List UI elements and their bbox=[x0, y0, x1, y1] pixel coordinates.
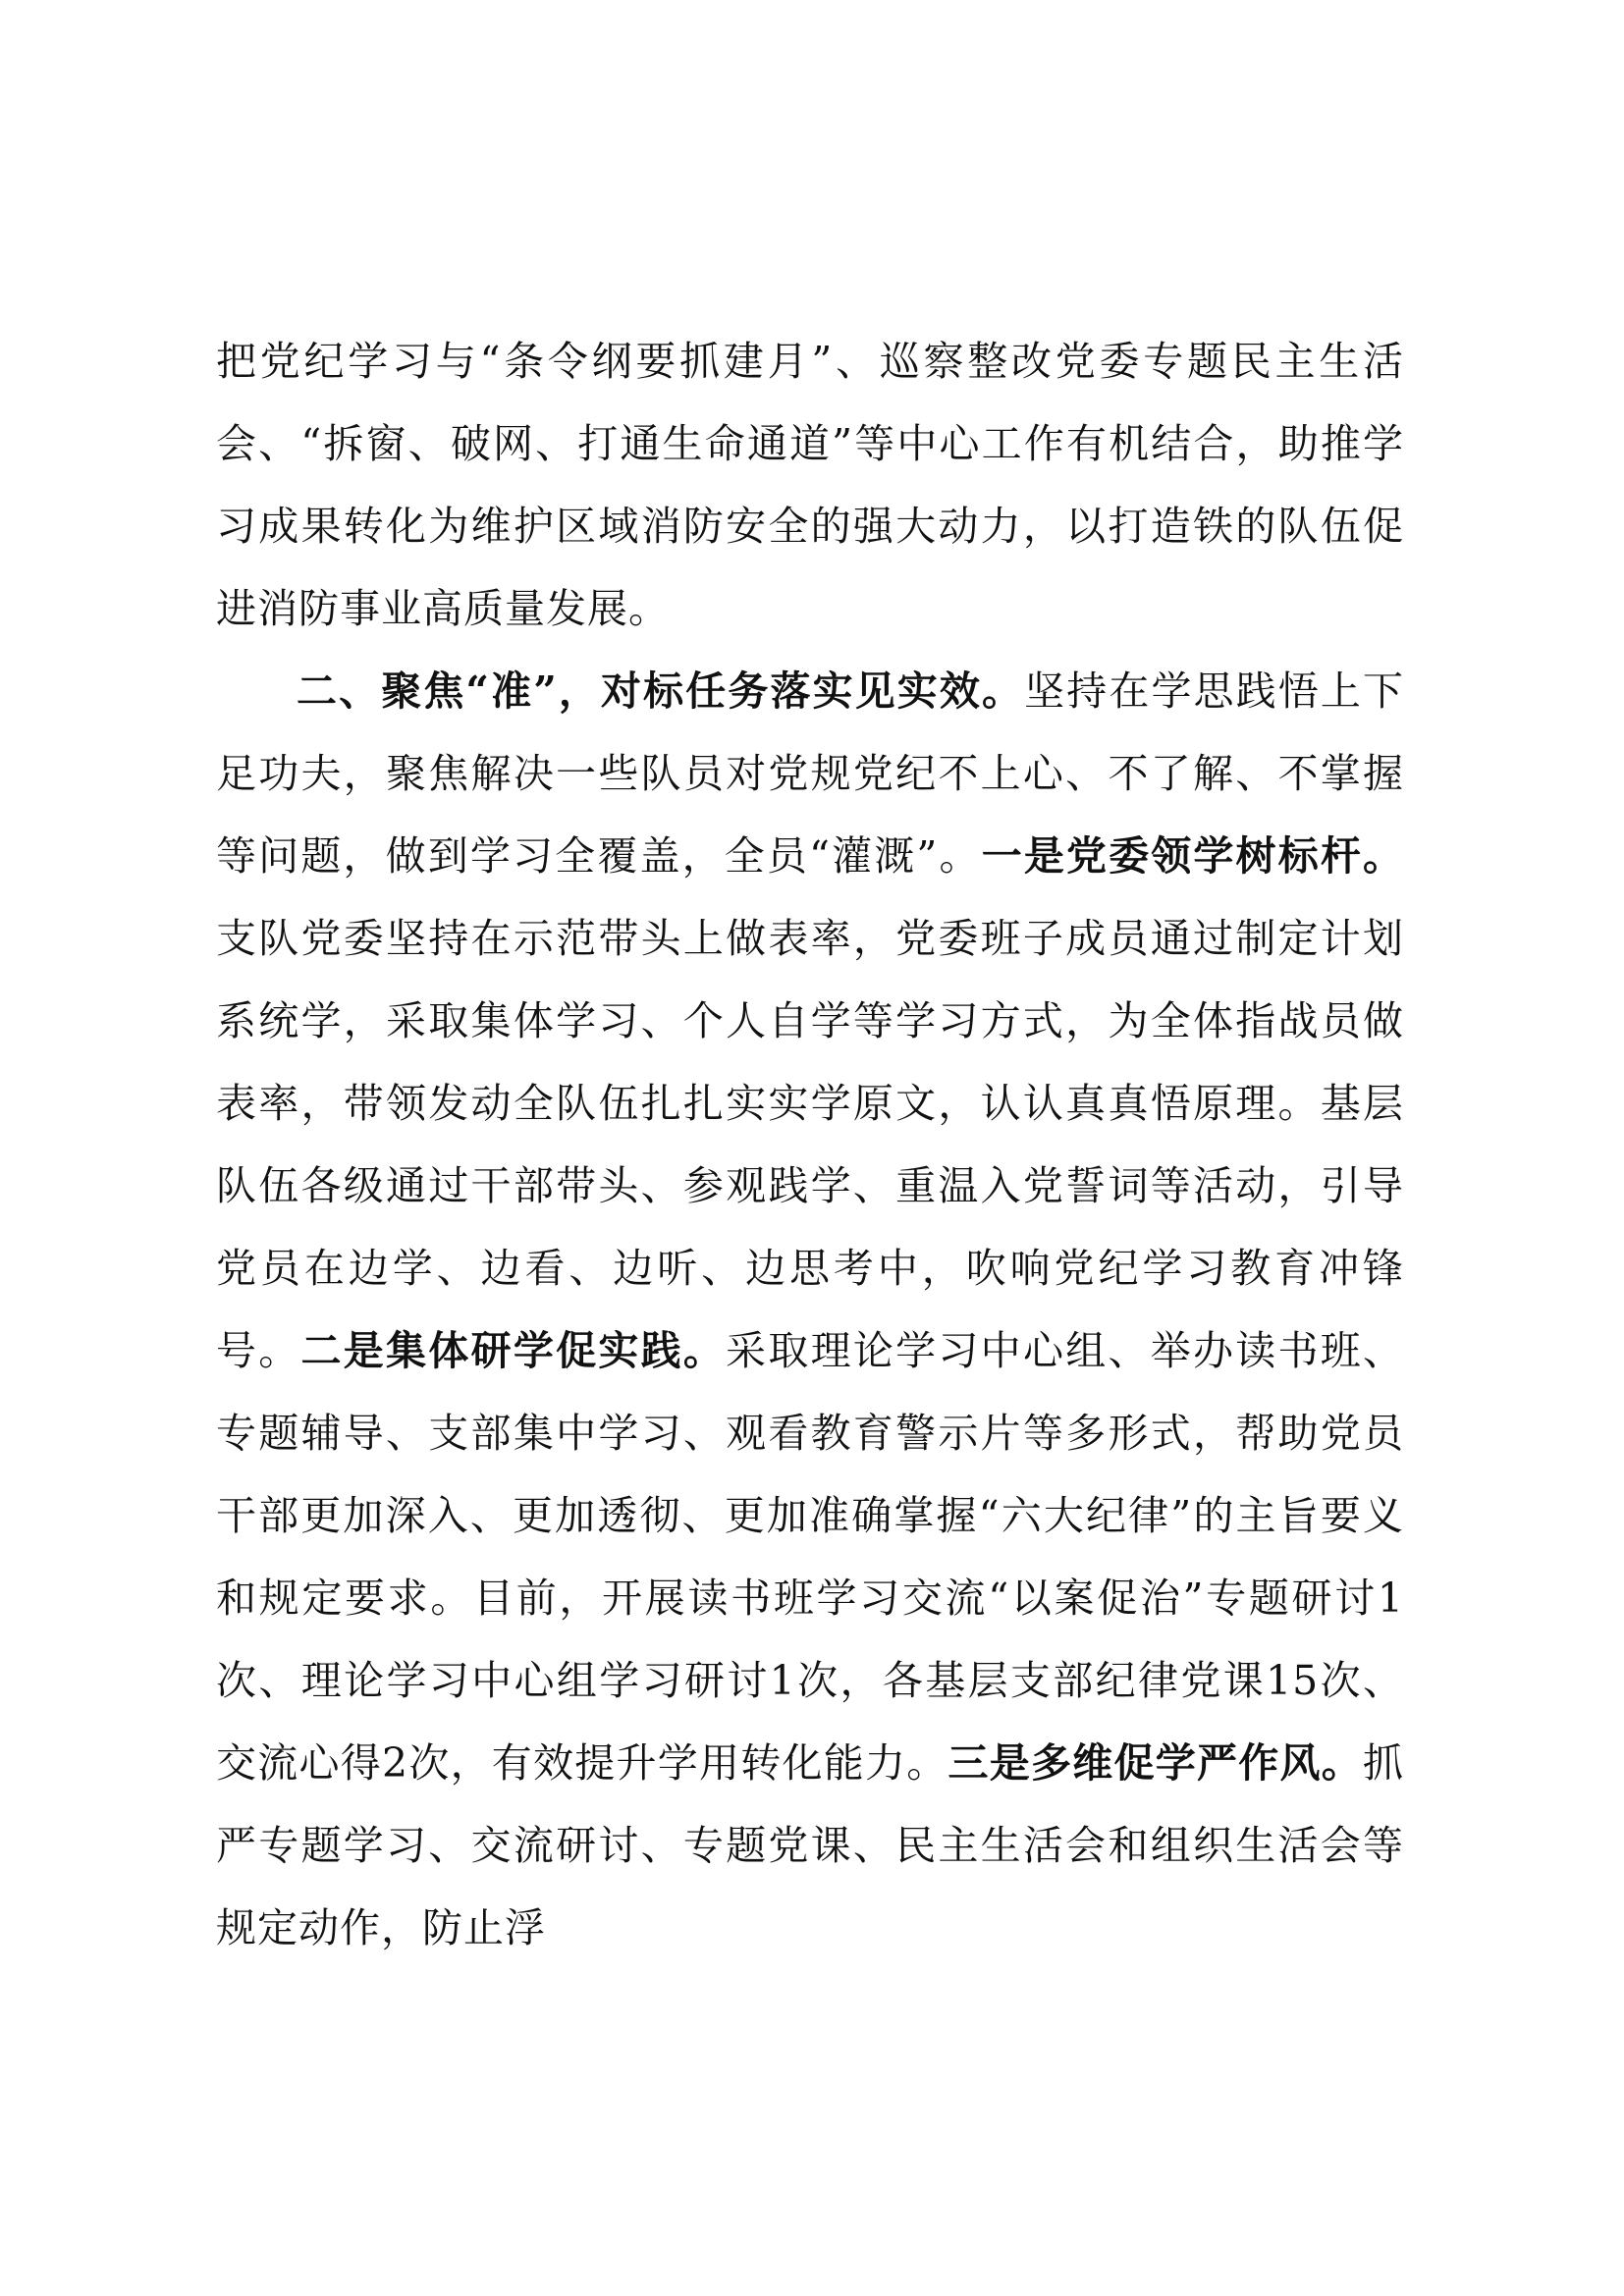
paragraph-text: 把党纪学习与“条令纲要抓建月”、巡察整改党委专题民主生活会、“拆窗、破网、打通生命通道”等中心工作有机结合，助推学习成果转化为维护区域消防安全的强大动力，以打造铁的队伍促进消防事业高质量发展。 bbox=[216, 338, 1404, 632]
section-intro: 坚持在学思践悟上下足功夫，聚焦解决一些队员对党规党纪不上心、不了解、不掌握等问题，做到学习全覆盖，全员“灌溉”。 bbox=[216, 667, 1404, 880]
paragraph-continuation bbox=[216, 320, 1404, 650]
point-three-text: 抓严专题学习、交流研讨、专题党课、民主生活会和组织生活会等规定动作，防止浮 bbox=[216, 1739, 1404, 1951]
point-one-title: 一是党委领学树标杆。 bbox=[981, 832, 1404, 880]
document-body bbox=[216, 320, 1404, 1969]
section-heading: 二、聚焦“准”，对标任务落实见实效。 bbox=[297, 667, 1025, 715]
point-two-title: 二是集体研学促实践。 bbox=[300, 1327, 727, 1374]
paragraph-section-two bbox=[216, 650, 1404, 1969]
point-three-title: 三是多维促学严作风。 bbox=[947, 1739, 1363, 1787]
point-two-text: 采取理论学习中心组、举办读书班、专题辅导、支部集中学习、观看教育警示片等多形式，帮助党员干部更加深入、更加透彻、更加准确掌握“六大纪律”的主旨要义和规定要求。目前，开展读书班学习交流“以案促治”专题研讨1次、理论学习中心组学习研讨1次，各基层支部纪律党课15次、交流心得2次，有效提升学用转化能力。 bbox=[216, 1327, 1405, 1787]
point-one-text: 支队党委坚持在示范带头上做表率，党委班子成员通过制定计划系统学，采取集体学习、个人自学等学习方式，为全体指战员做表率，带领发动全队伍扎扎实实学原文，认认真真悟原理。基层队伍各级通过干部带头、参观践学、重温入党誓词等活动，引导党员在边学、边看、边听、边思考中，吹响党纪学习教育冲锋号。 bbox=[216, 915, 1404, 1374]
